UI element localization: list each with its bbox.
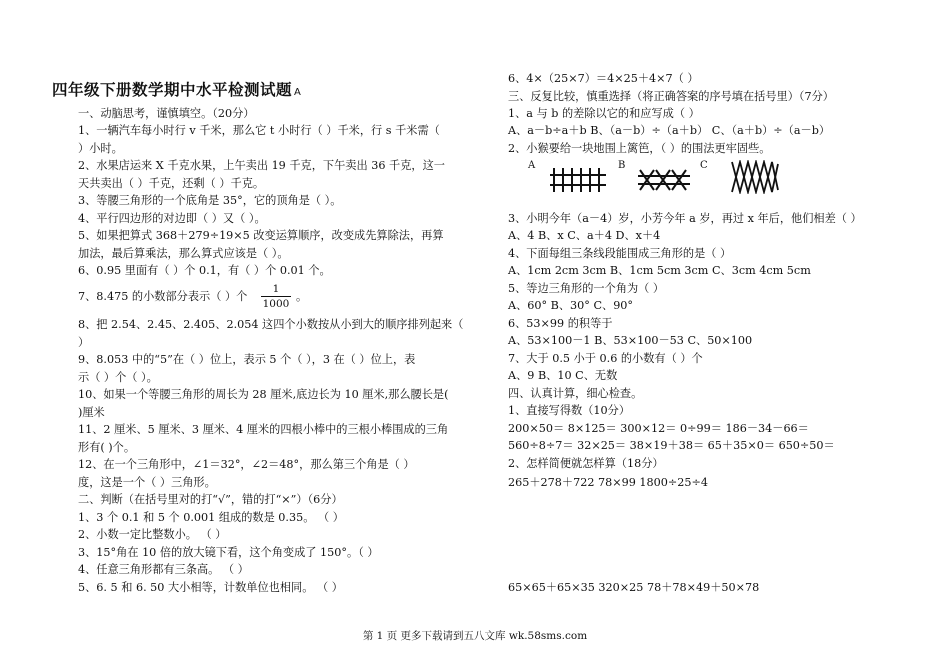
choice-options: A、9 B、10 C、无数 (508, 369, 618, 382)
page-title (52, 78, 301, 100)
calc-row: 265＋278＋722 78×99 1800÷25÷4 (508, 476, 708, 489)
judge-item: 1、3 个 0.1 和 5 个 0.001 组成的数是 0.35。 （ ） (78, 511, 344, 524)
title-suffix: A (294, 87, 302, 98)
question-line: 6、0.95 里面有（ ）个 0.1，有（ ）个 0.01 个。 (78, 264, 331, 277)
question-line: 3、等腰三角形的一个底角是 35°，它的顶角是（ ）。 (78, 194, 342, 207)
question-line: 8、把 2.54、2.45、2.405、2.054 这四个小数按从小到大的顺序排列起来（ (78, 318, 464, 331)
question-line: 1、一辆汽车每小时行 v 千米，那么它 t 小时行（ ）千米，行 s 千米需（ (78, 124, 440, 137)
section-2-heading: 二、判断（在括号里对的打“√”，错的打“×”）（6分） (78, 493, 343, 506)
fence-label-a: A (528, 160, 536, 171)
section-1-heading: 一、动脑思考，谨慎填空。（20分） (78, 107, 255, 120)
question-line: 2、水果店运来 X 千克水果，上午卖出 19 千克，下午卖出 36 千克，这一 (78, 159, 445, 172)
question-line: 9、8.053 中的“5”在（ ）位上，表示 5 个（ ），3 在（ ）位上，表 (78, 353, 416, 366)
question-line: ） (78, 336, 90, 349)
question-line: 5、如果把算式 368＋279÷19×5 改变运算顺序，改变成先算除法，再算 (78, 229, 444, 242)
choice-question: 6、53×99 的积等于 (508, 317, 613, 330)
question-line: 形有( )个。 (78, 441, 136, 454)
question-line: 11、2 厘米、5 厘米、3 厘米、4 厘米的四根小棒中的三根小棒围成的三角 (78, 423, 449, 436)
choice-question: 2、小猴要给一块地围上篱笆，（ ）的围法更牢固些。 (508, 142, 771, 155)
choice-options: A、a－b÷a＋b B、（a－b）÷（a＋b） C、（a＋b）÷（a－b） (508, 124, 831, 137)
judge-item: 3、15°角在 10 倍的放大镜下看，这个角变成了 150°。（ ） (78, 546, 379, 559)
choice-question: 3、小明今年（a－4）岁，小芳今年 a 岁，再过 x 年后，他们相差（ ） (508, 212, 862, 225)
fence-label-b: B (618, 160, 626, 171)
fence-b-icon (636, 168, 692, 192)
fence-label-c: C (700, 160, 708, 171)
judge-item: 5、6. 5 和 6. 50 大小相等，计数单位也相同。 （ ） (78, 581, 343, 594)
page-footer: 第 1 页 更多下载请到五八文库 wk.58sms.com (362, 630, 588, 642)
choice-options: A、4 B、x C、a＋4 D、x＋4 (508, 229, 661, 242)
title-text: 四年级下册数学期中水平检测试题 (52, 81, 293, 99)
judge-item: 2、小数一定比整数小。 （ ） (78, 528, 227, 541)
fence-a-icon (548, 166, 608, 194)
choice-options: A、60° B、30° C、90° (508, 299, 634, 312)
section-4-heading: 四、认真计算，细心检查。 (508, 387, 643, 400)
question-line: 天共卖出（ ）千克，还剩（ ）千克。 (78, 177, 265, 190)
fraction (261, 283, 291, 311)
question-line: 7、8.475 的小数部分表示（ ）个 (78, 290, 248, 303)
choice-options: A、1cm 2cm 3cm B、1cm 5cm 3cm C、3cm 4cm 5cm (508, 264, 811, 277)
section-3-heading: 三、反复比较，慎重选择（将正确答案的序号填在括号里）（7分） (508, 90, 834, 103)
question-line: 4、平行四边形的对边即（ ）又（ ）。 (78, 212, 266, 225)
choice-question: 4、下面每组三条线段能围成三角形的是（ ） (508, 247, 732, 260)
choice-question: 7、大于 0.5 小于 0.6 的小数有（ ）个 (508, 352, 703, 365)
question-line: 12、在一个三角形中，∠1＝32°，∠2＝48°，那么第三个角是（ ） (78, 458, 415, 471)
fence-c-icon (730, 160, 780, 194)
choice-question: 5、等边三角形的一个角为（ ） (508, 282, 665, 295)
calc-heading: 2、怎样简便就怎样算（18分） (508, 457, 664, 470)
judge-item: 4、任意三角形都有三条高。 （ ） (78, 563, 249, 576)
question-line-end: 。 (296, 290, 308, 303)
fraction-denominator: 1000 (262, 298, 290, 310)
calc-row: 65×65＋65×35 320×25 78＋78×49＋50×78 (508, 581, 760, 594)
fence-figures (508, 158, 888, 198)
choice-options: A、53×100－1 B、53×100－53 C、50×100 (508, 334, 753, 347)
calc-row: 560÷8÷7＝ 32×25＝ 38×19＋38＝ 65＋35×0＝ 650÷50＝ (508, 439, 835, 452)
choice-question: 1、a 与 b 的差除以它的和应写成（ ） (508, 107, 700, 120)
judge-item: 6、4×（25×7）＝4×25＋4×7（ ） (508, 72, 699, 85)
calc-heading: 1、直接写得数（10分） (508, 404, 631, 417)
question-line: ）小时。 (78, 142, 123, 155)
fraction-numerator: 1 (261, 283, 291, 297)
question-line: 加法，最后算乘法，那么算式应该是（ ）。 (78, 247, 289, 260)
calc-row: 200×50＝ 8×125＝ 300×12＝ 0÷99＝ 186－34－66＝ (508, 422, 809, 435)
question-line: 度，这是一个（ ）三角形。 (78, 476, 216, 489)
question-line: 示（ ）个（ ）。 (78, 371, 158, 384)
question-line: 10、如果一个等腰三角形的周长为 28 厘米,底边长为 10 厘米,那么腰长是( (78, 388, 449, 401)
question-line: )厘米 (78, 406, 105, 419)
